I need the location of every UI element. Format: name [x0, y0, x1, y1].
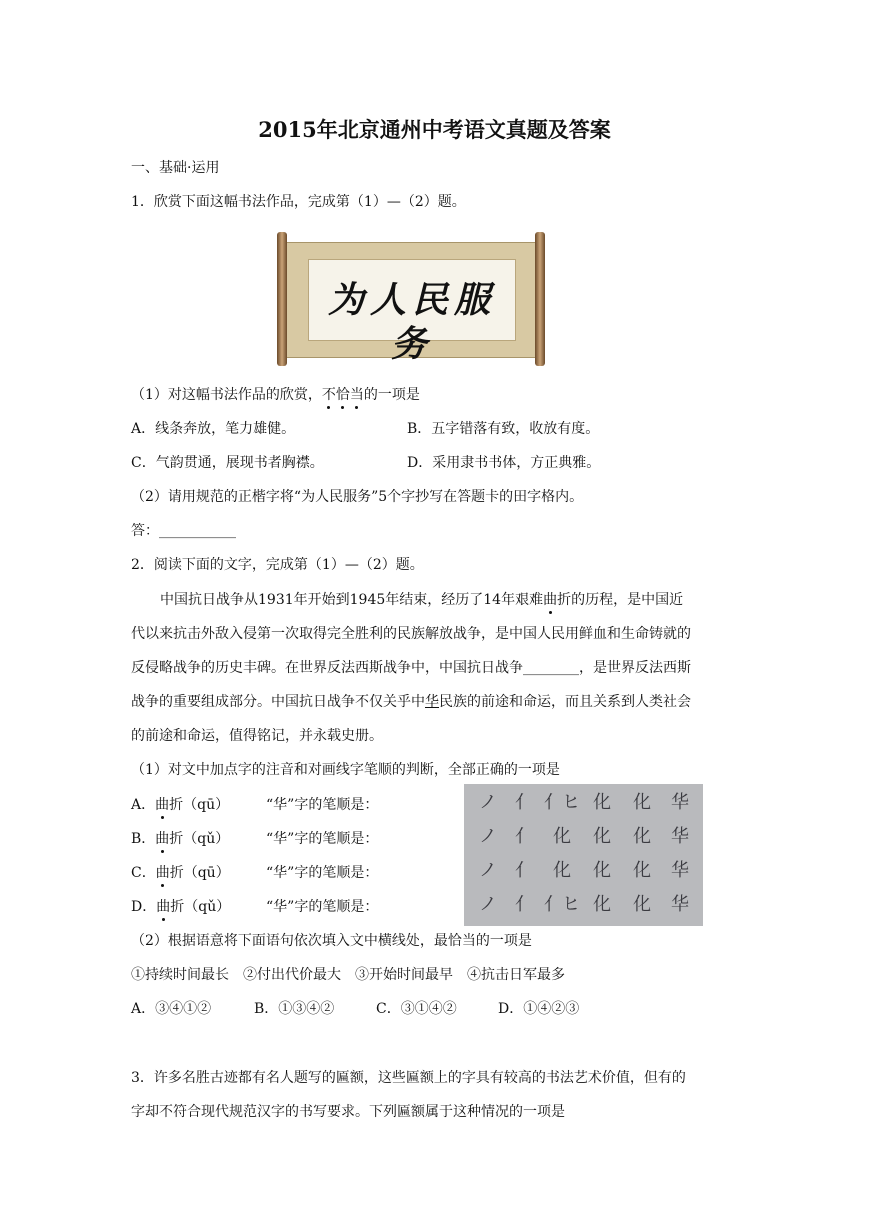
passage-text: 反侵略战争的历史丰碑。在世界反法西斯战争中，中国抗日战争 [131, 660, 523, 676]
dotted-char: 曲 [156, 899, 171, 915]
q2-answer-c: C．③①④② [376, 1001, 457, 1017]
stroke-row [464, 854, 703, 888]
option-letter: D． [131, 899, 157, 915]
option-letter: A． [131, 797, 156, 813]
stroke-cell: 化 [593, 826, 611, 847]
stroke-row [464, 786, 703, 820]
calligraphy-text: 为人民服务 [327, 279, 496, 365]
dotted-char: 曲 [155, 831, 170, 847]
q1-option-d: D．采用隶书书体，方正典雅。 [407, 455, 601, 471]
passage-line-5: 的前途和命运，值得铭记，并永载史册。 [131, 728, 383, 744]
q2-sub2: （2）根据语意将下面语句依次填入文中横线处，最恰当的一项是 [131, 933, 532, 949]
passage-text: ，是世界反法西斯 [579, 660, 691, 676]
stroke-cell: 亻 [515, 860, 533, 881]
stroke-cell: 亻ヒ [544, 894, 580, 915]
dotted-char: 曲 [543, 592, 558, 608]
stroke-cell: 亻 [515, 792, 533, 813]
answer-label: 答： [131, 523, 159, 539]
question-3-line-1: 3．许多名胜古迹都有名人题写的匾额，这些匾额上的字具有较高的书法艺术价值，但有的 [131, 1070, 686, 1086]
scroll-rod-left [277, 232, 287, 366]
q1-option-c: C．气韵贯通，展现书者胸襟。 [131, 455, 324, 471]
q1-sub2: （2）请用规范的正楷字将“为人民服务”5个字抄写在答题卡的田字格内。 [131, 489, 584, 505]
stroke-cell: ノ [479, 860, 497, 881]
stroke-cell: 化 [553, 860, 571, 881]
option-letter: C． [131, 865, 156, 881]
section-heading: 一、基础·运用 [131, 160, 220, 176]
calligraphy-scroll-image [277, 232, 545, 366]
q2-answer-d: D．①④②③ [498, 1001, 580, 1017]
stroke-cell: 化 [593, 792, 611, 813]
question-1-stem: 1．欣赏下面这幅书法作品，完成第（1）—（2）题。 [131, 194, 466, 210]
dotted-char: 不 [321, 387, 336, 403]
passage-line-4 [131, 692, 691, 712]
stroke-cell: 化 [593, 860, 611, 881]
stroke-cell: 亻 [515, 894, 533, 915]
passage-text: 战争的重要组成部分。中国抗日战争不仅关乎中 [131, 694, 425, 710]
stroke-cell: 化 [633, 860, 651, 881]
stroke-row [464, 820, 703, 854]
dotted-char: 曲 [155, 865, 170, 881]
stroke-cell: 华 [671, 792, 689, 813]
underlined-char: 华 [425, 694, 439, 710]
q1-sub1 [131, 385, 420, 405]
scroll-inner-panel [308, 259, 516, 365]
stroke-cell: 华 [671, 894, 689, 915]
dotted-char: 当 [349, 387, 364, 403]
option-pinyin: 折（qǔ） [169, 831, 230, 847]
passage-line-1 [160, 590, 683, 610]
stroke-cell: 化 [633, 792, 651, 813]
option-pinyin: 折（qū） [169, 865, 230, 881]
stroke-cell: ノ [479, 792, 497, 813]
question-3-line-2: 字却不符合现代规范汉字的书写要求。下列匾额属于这种情况的一项是 [131, 1104, 565, 1120]
stroke-cell: 亻ヒ [544, 792, 580, 813]
option-pinyin: 折（qǔ） [170, 899, 231, 915]
q1-option-a: A．线条奔放，笔力雄健。 [131, 421, 296, 437]
answer-blank: ___________ [159, 523, 236, 539]
q1-option-b: B．五字错落有致，收放有度。 [407, 421, 600, 437]
passage-text: 民族的前途和命运，而且关系到人类社会 [439, 694, 691, 710]
passage-line-3 [131, 658, 691, 678]
passage-text: 折的历程，是中国近 [557, 592, 684, 608]
stroke-order-image [464, 784, 703, 926]
q1-sub1-text-b: 的一项是 [363, 387, 420, 403]
q2-option-c-order: “华”字的笔顺是： [266, 865, 379, 881]
stroke-cell: 化 [633, 894, 651, 915]
stroke-cell: ノ [479, 894, 497, 915]
passage-text: 中国抗日战争从1931年开始到1945年结束，经历了14年艰难 [160, 592, 544, 608]
stroke-cell: 化 [593, 894, 611, 915]
stroke-row [464, 888, 703, 922]
scroll-paper [285, 242, 539, 365]
q2-answer-a: A．③④①② [131, 1001, 212, 1017]
q2-option-d-order: “华”字的笔顺是： [266, 899, 379, 915]
q2-option-b [131, 829, 229, 849]
passage-blank: ________ [523, 660, 579, 676]
stroke-cell: ノ [479, 826, 497, 847]
q2-option-a [131, 795, 229, 815]
dotted-char: 曲 [155, 797, 170, 813]
q2-option-c [131, 863, 230, 883]
stroke-cell: 华 [671, 860, 689, 881]
stroke-cell: 化 [633, 826, 651, 847]
passage-line-2: 代以来抗击外敌入侵第一次取得完全胜利的民族解放战争，是中国人民用鲜血和生命铸就的 [131, 626, 691, 642]
stroke-cell: 亻 [515, 826, 533, 847]
q2-option-d [131, 897, 230, 917]
scroll-rod-right [535, 232, 545, 366]
q2-sub1: （1）对文中加点字的注音和对画线字笔顺的判断，全部正确的一项是 [131, 762, 560, 778]
q2-answer-b: B．①③④② [254, 1001, 335, 1017]
q2-phrases: ①持续时间最长 ②付出代价最大 ③开始时间最早 ④抗击日军最多 [131, 967, 565, 983]
question-2-stem: 2．阅读下面的文字，完成第（1）—（2）题。 [131, 557, 424, 573]
document-title: 2015年北京通州中考语文真题及答案 [258, 117, 611, 142]
answer-line [131, 521, 236, 541]
option-pinyin: 折（qū） [169, 797, 230, 813]
q2-option-a-order: “华”字的笔顺是： [266, 797, 379, 813]
stroke-cell: 化 [553, 826, 571, 847]
q2-option-b-order: “华”字的笔顺是： [266, 831, 379, 847]
stroke-cell: 华 [671, 826, 689, 847]
q1-sub1-text-a: （1）对这幅书法作品的欣赏， [131, 387, 322, 403]
dotted-char: 恰 [335, 387, 350, 403]
option-letter: B． [131, 831, 156, 847]
